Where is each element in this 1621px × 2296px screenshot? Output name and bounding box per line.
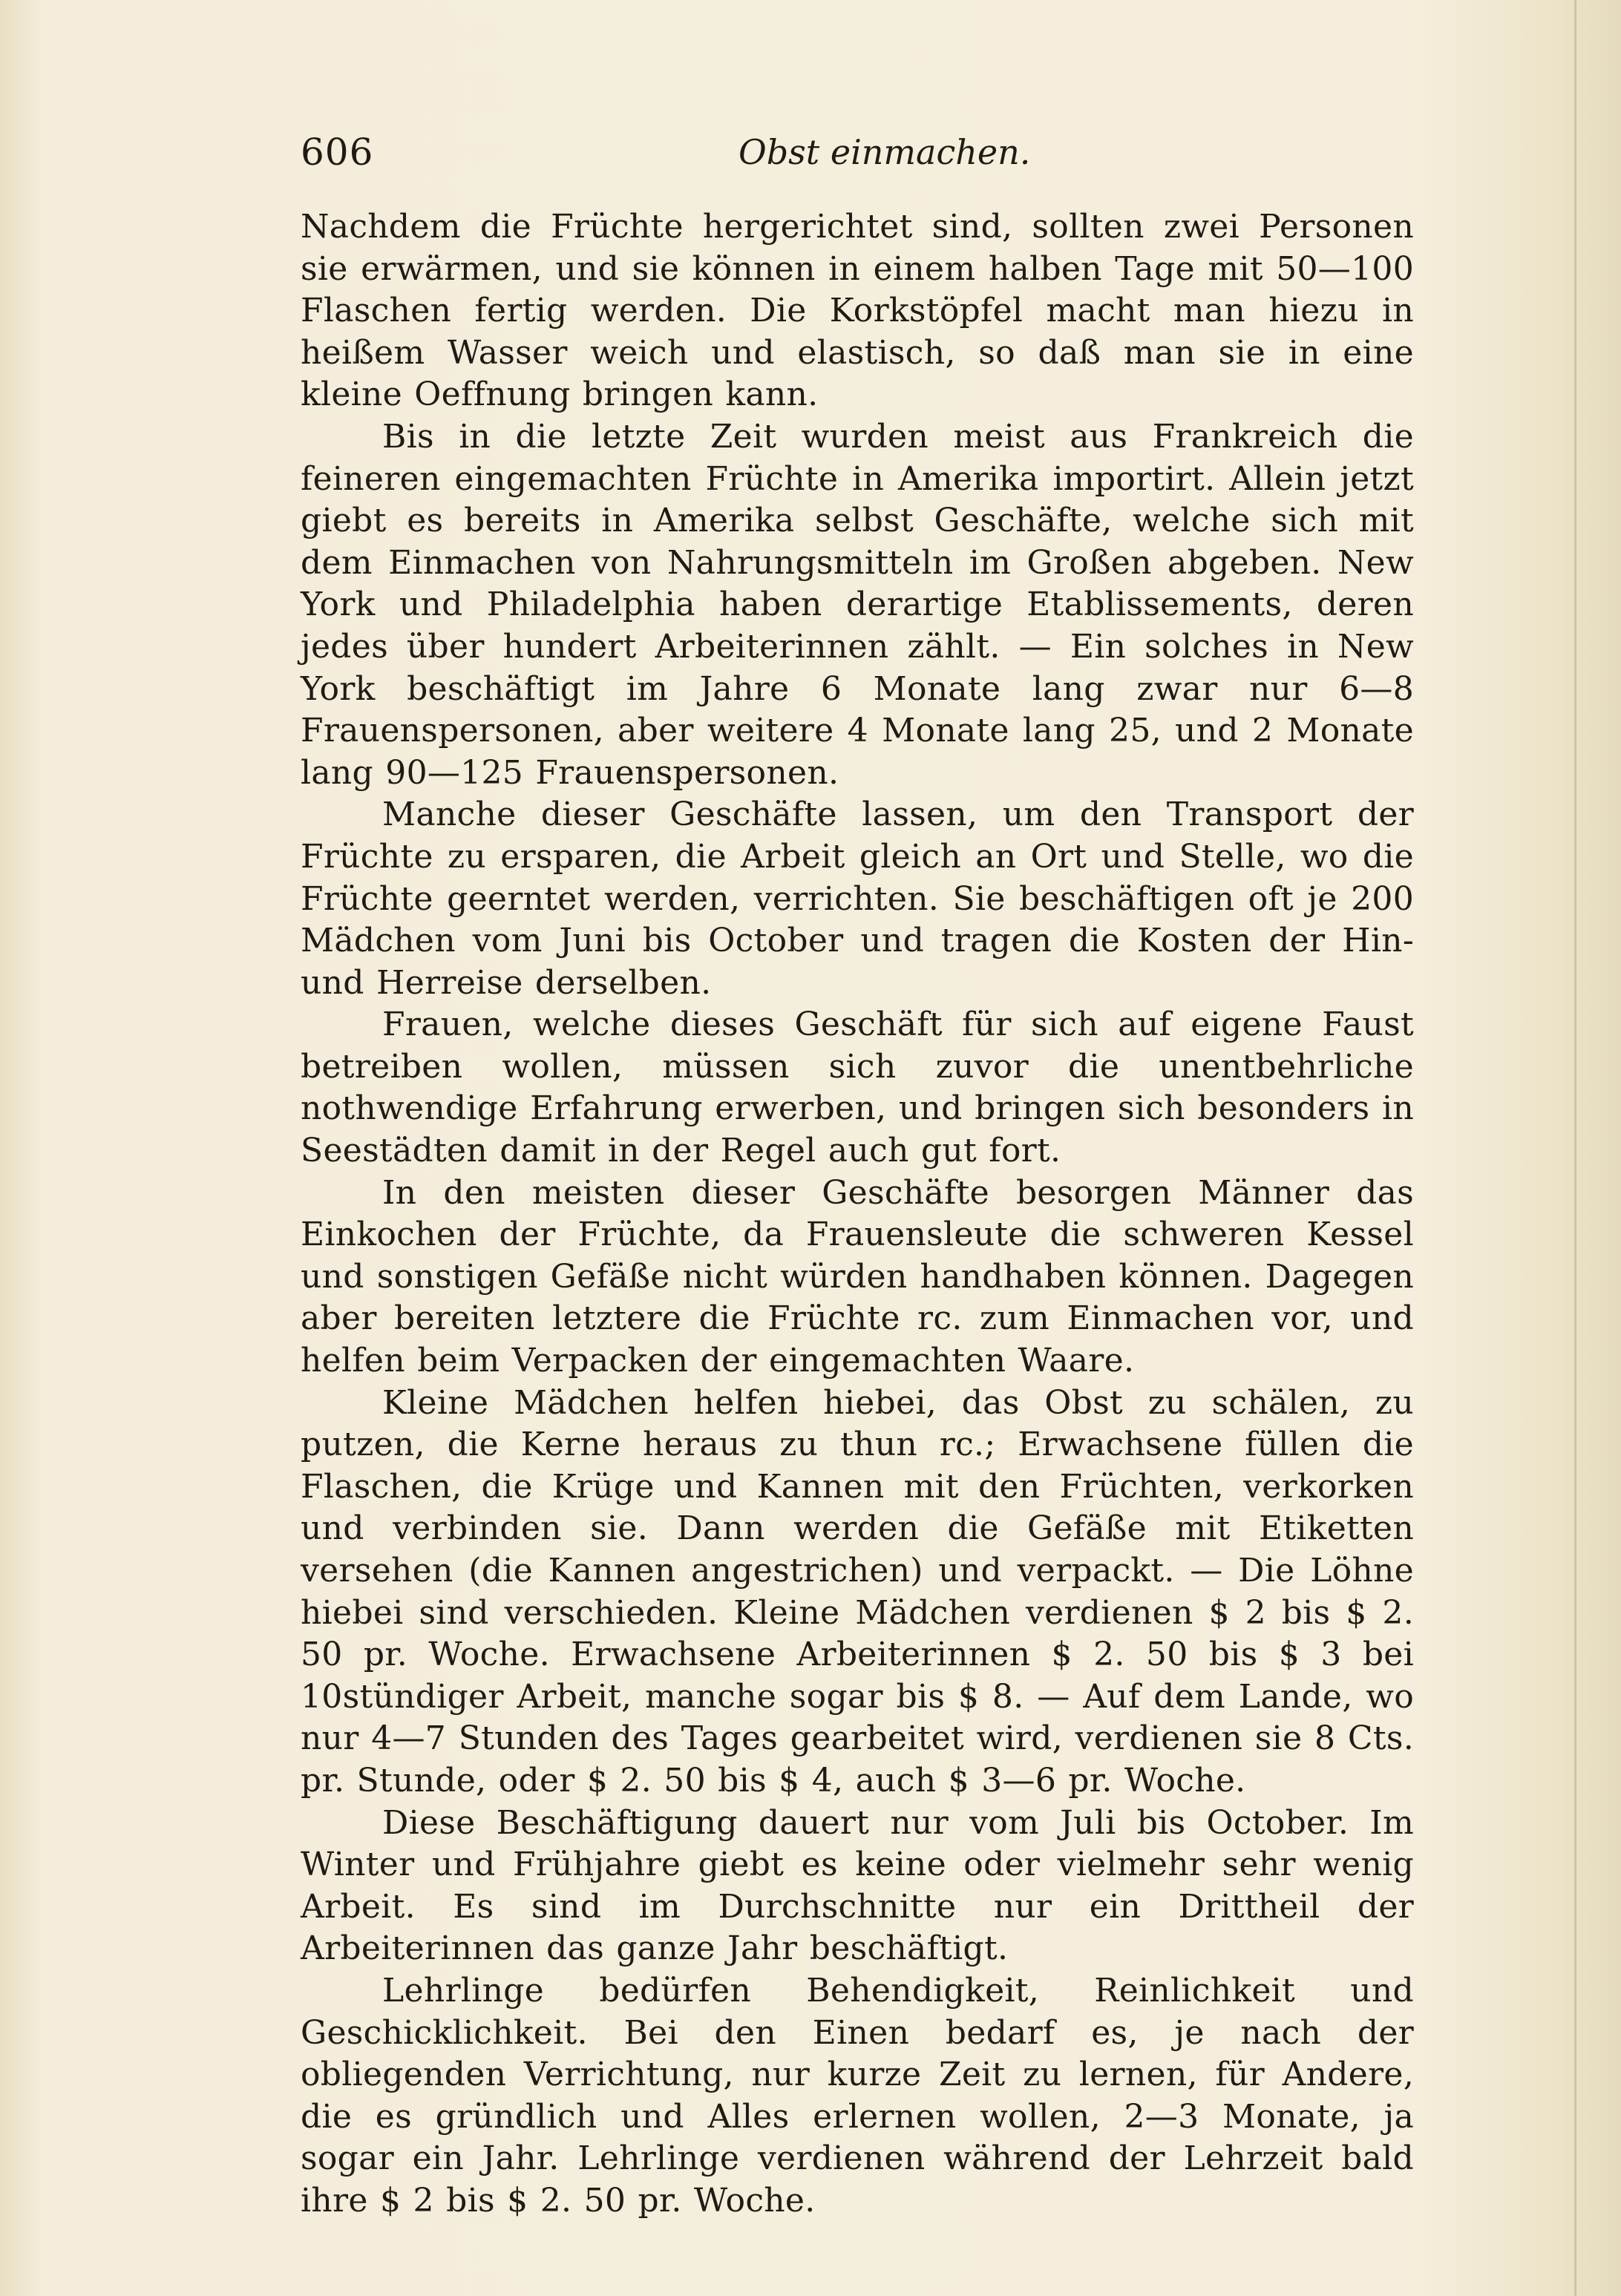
page-edge bbox=[1574, 0, 1576, 2296]
paragraph: Lehrlinge bedürfen Behendigkeit, Reinlichkeit und Geschicklichkeit. Bei den Einen bedarf es, je nach der obliegenden Verrichtung, nur kurze Zeit zu lernen, für Andere, die es gründlich und Alles erlernen wollen, 2—3 Monate, ja sogar ein Jahr. Lehrlinge verdienen während der Lehrzeit bald ihre $ 2 bis $ 2. 50 pr. Woche. bbox=[301, 1971, 1414, 2220]
paragraph: In den meisten dieser Geschäfte besorgen Männer das Einkochen der Früchte, da Frauensleute die schweren Kessel und sonstigen Gefäße nicht würden handhaben können. Dagegen aber bereiten letztere die Früchte rc. zum Einmachen vor, und helfen beim Verpacken der eingemachten Waare. bbox=[301, 1173, 1414, 1380]
paragraph: Diese Beschäftigung dauert nur vom Juli bis October. Im Winter und Frühjahre giebt es keine oder vielmehr sehr wenig Arbeit. Es sind im Durchschnitte nur ein Drittheil der Arbeiterinnen das ganze Jahr beschäftigt. bbox=[301, 1803, 1414, 1968]
paragraph: Kleine Mädchen helfen hiebei, das Obst zu schälen, zu putzen, die Kerne heraus zu thun rc.; Erwachsene füllen die Flaschen, die Krüge und Kannen mit den Früchten, verkorken und verbinden sie. Dann werden die Gefäße mit Etiketten versehen (die Kannen angestrichen) und verpackt. — Die Löhne hiebei sind verschieden. Kleine Mädchen verdienen $ 2 bis $ 2. 50 pr. Woche. Erwachsene Arbeiterinnen $ 2. 50 bis $ 3 bei 10stündiger Arbeit, manche sogar bis $ 8. — Auf dem Lande, wo nur 4—7 Stunden des Tages gearbeitet wird, verdienen sie 8 Cts. pr. Stunde, oder $ 2. 50 bis $ 4, auch $ 3—6 pr. Woche. bbox=[301, 1383, 1414, 1800]
paragraph: Frauen, welche dieses Geschäft für sich auf eigene Faust betreiben wollen, müssen sich zuvor die unentbehrliche nothwendige Erfahrung erwerben, und bringen sich besonders in Seestädten damit in der Regel auch gut fort. bbox=[301, 1006, 1414, 1170]
paragraph: Nachdem die Früchte hergerichtet sind, sollten zwei Personen sie erwärmen, und sie können in einem halben Tage mit 50—100 Flaschen fertig werden. Die Korkstöpfel macht man hiezu in heißem Wasser weich und elastisch, so daß man sie in eine kleine Oeffnung bringen kann. bbox=[301, 208, 1414, 414]
page-number: 606 bbox=[301, 131, 374, 174]
paragraph: Bis in die letzte Zeit wurden meist aus Frankreich die feineren eingemachten Früchte in Amerika importirt. Allein jetzt giebt es bereits in Amerika selbst Geschäfte, welche sich mit dem Einmachen von Nahrungsmitteln im Großen abgeben. New York und Philadelphia haben derartige Etablissements, deren jedes über hundert Arbeiterinnen zählt. — Ein solches in New York beschäftigt im Jahre 6 Monate lang zwar nur 6—8 Frauenspersonen, aber weitere 4 Monate lang 25, und 2 Monate lang 90—125 Frauenspersonen. bbox=[301, 417, 1414, 792]
paragraph: Manche dieser Geschäfte lassen, um den Transport der Früchte zu ersparen, die Arbeit gleich an Ort und Stelle, wo die Früchte geerntet werden, verrichten. Sie beschäftigen oft je 200 Mädchen vom Juni bis October und tragen die Kosten der Hin- und Herreise derselben. bbox=[301, 796, 1414, 1002]
page-header bbox=[301, 126, 1414, 178]
body-text bbox=[301, 206, 1414, 2223]
running-title: Obst einmachen. bbox=[739, 132, 1031, 172]
